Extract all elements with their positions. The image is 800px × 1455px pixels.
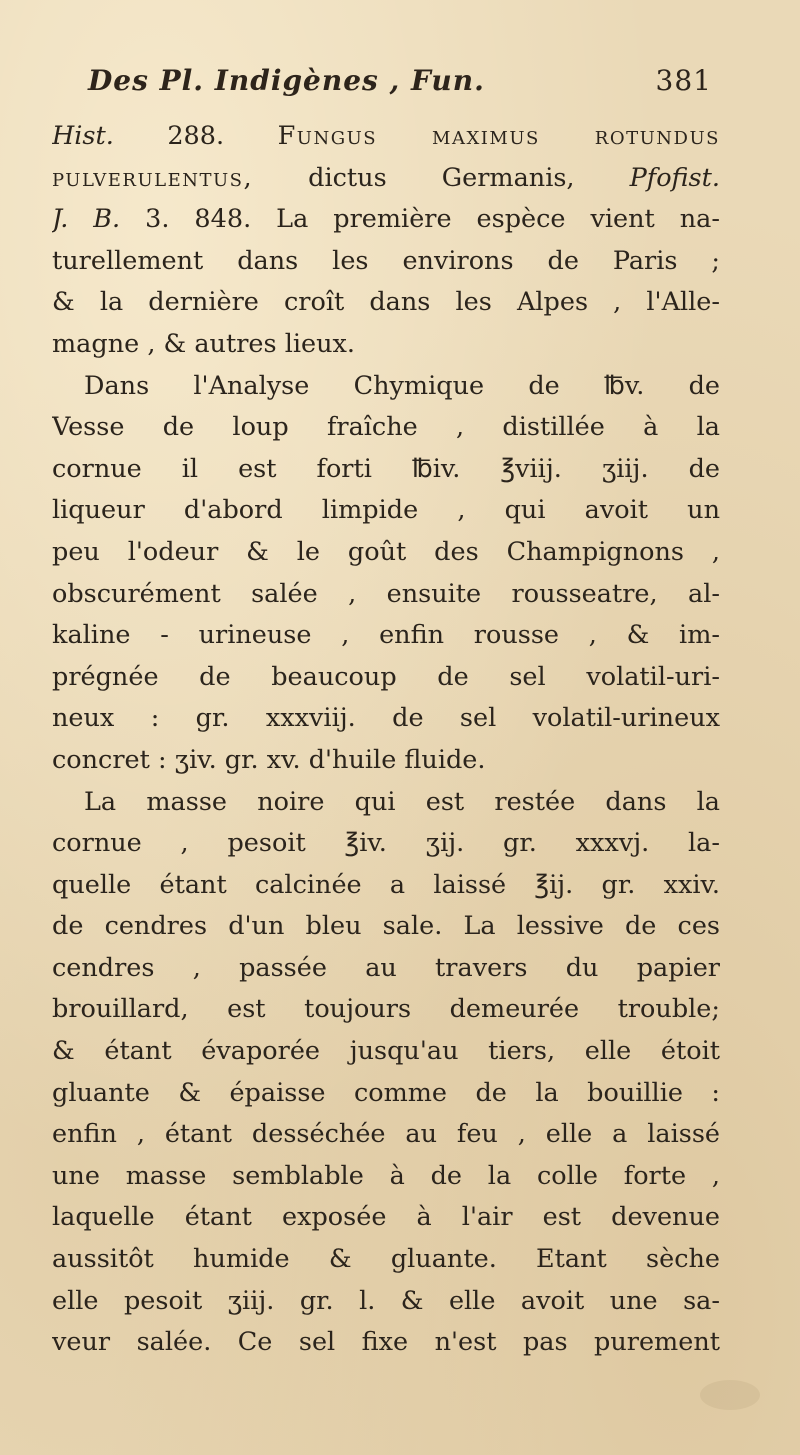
text-line	[52, 116, 720, 158]
text-line: cornue il est forti ℔iv. ℥viij. ʒiij. de	[52, 453, 720, 484]
text-line	[52, 199, 720, 241]
text-line: aussitôt humide & gluante. Etant sèche	[52, 1244, 720, 1275]
paper-stain	[700, 1380, 760, 1410]
text-span: Hist.	[52, 121, 114, 151]
text-line: cornue , pesoit ℥iv. ʒij. gr. xxxvj. la-	[52, 828, 720, 859]
text-line: kaline - urineuse , enfin rousse , & im-	[52, 620, 720, 651]
text-line: veur salée. Ce sel fixe n'est pas purement	[52, 1327, 720, 1358]
text-span: J. B.	[52, 204, 121, 235]
text-line: Vesse de loup fraîche , distillée à la	[52, 412, 720, 443]
text-line: une masse semblable à de la colle forte ,	[52, 1160, 720, 1191]
text-span: pulverulentus,	[52, 162, 254, 193]
body-text	[52, 116, 720, 1364]
text-line: concret : ʒiv. gr. xv. d'huile fluide.	[52, 744, 486, 775]
text-span: dictus Germanis,	[253, 162, 630, 193]
text-line: laquelle étant exposée à l'air est devenue	[52, 1202, 720, 1233]
text-line: & étant évaporée jusqu'au tiers, elle étoit	[52, 1036, 720, 1067]
text-span: 288.	[113, 121, 278, 151]
running-head: Des Pl. Indigènes , Fun.	[88, 64, 485, 97]
text-line: gluante & épaisse comme de la bouillie :	[52, 1077, 720, 1108]
text-span: 3. 848. La première espèce vient na-	[120, 204, 720, 235]
text-line: La masse noire qui est restée dans la	[84, 786, 720, 817]
text-line: Dans l'Analyse Chymique de ℔v. de	[84, 370, 720, 401]
text-span: Pfofist.	[629, 162, 720, 193]
text-line: elle pesoit ʒiij. gr. l. & elle avoit une sa-	[52, 1285, 720, 1316]
text-line: quelle étant calcinée a laissé ℥ij. gr. xxiv.	[52, 869, 720, 900]
page-header	[88, 64, 712, 104]
text-line: neux : gr. xxxviij. de sel volatil-urineux	[52, 703, 720, 734]
text-line: magne , & autres lieux.	[52, 328, 355, 359]
text-line: peu l'odeur & le goût des Champignons ,	[52, 536, 720, 567]
text-line: turellement dans les environs de Paris ;	[52, 245, 720, 276]
text-line: & la dernière croît dans les Alpes , l'Alle-	[52, 287, 720, 318]
text-line	[52, 158, 720, 200]
text-line: obscurément salée , ensuite rousseatre, al-	[52, 578, 720, 609]
text-line: prégnée de beaucoup de sel volatil-uri-	[52, 661, 720, 692]
text-line: enfin , étant desséchée au feu , elle a laissé	[52, 1119, 720, 1150]
text-line: brouillard, est toujours demeurée trouble;	[52, 994, 720, 1025]
page-number: 381	[655, 64, 712, 97]
text-line: liqueur d'abord limpide , qui avoit un	[52, 495, 720, 526]
text-line: cendres , passée au travers du papier	[52, 952, 720, 983]
text-line: de cendres d'un bleu sale. La lessive de ces	[52, 911, 720, 942]
text-span: Fungus maximus rotundus	[277, 121, 720, 151]
